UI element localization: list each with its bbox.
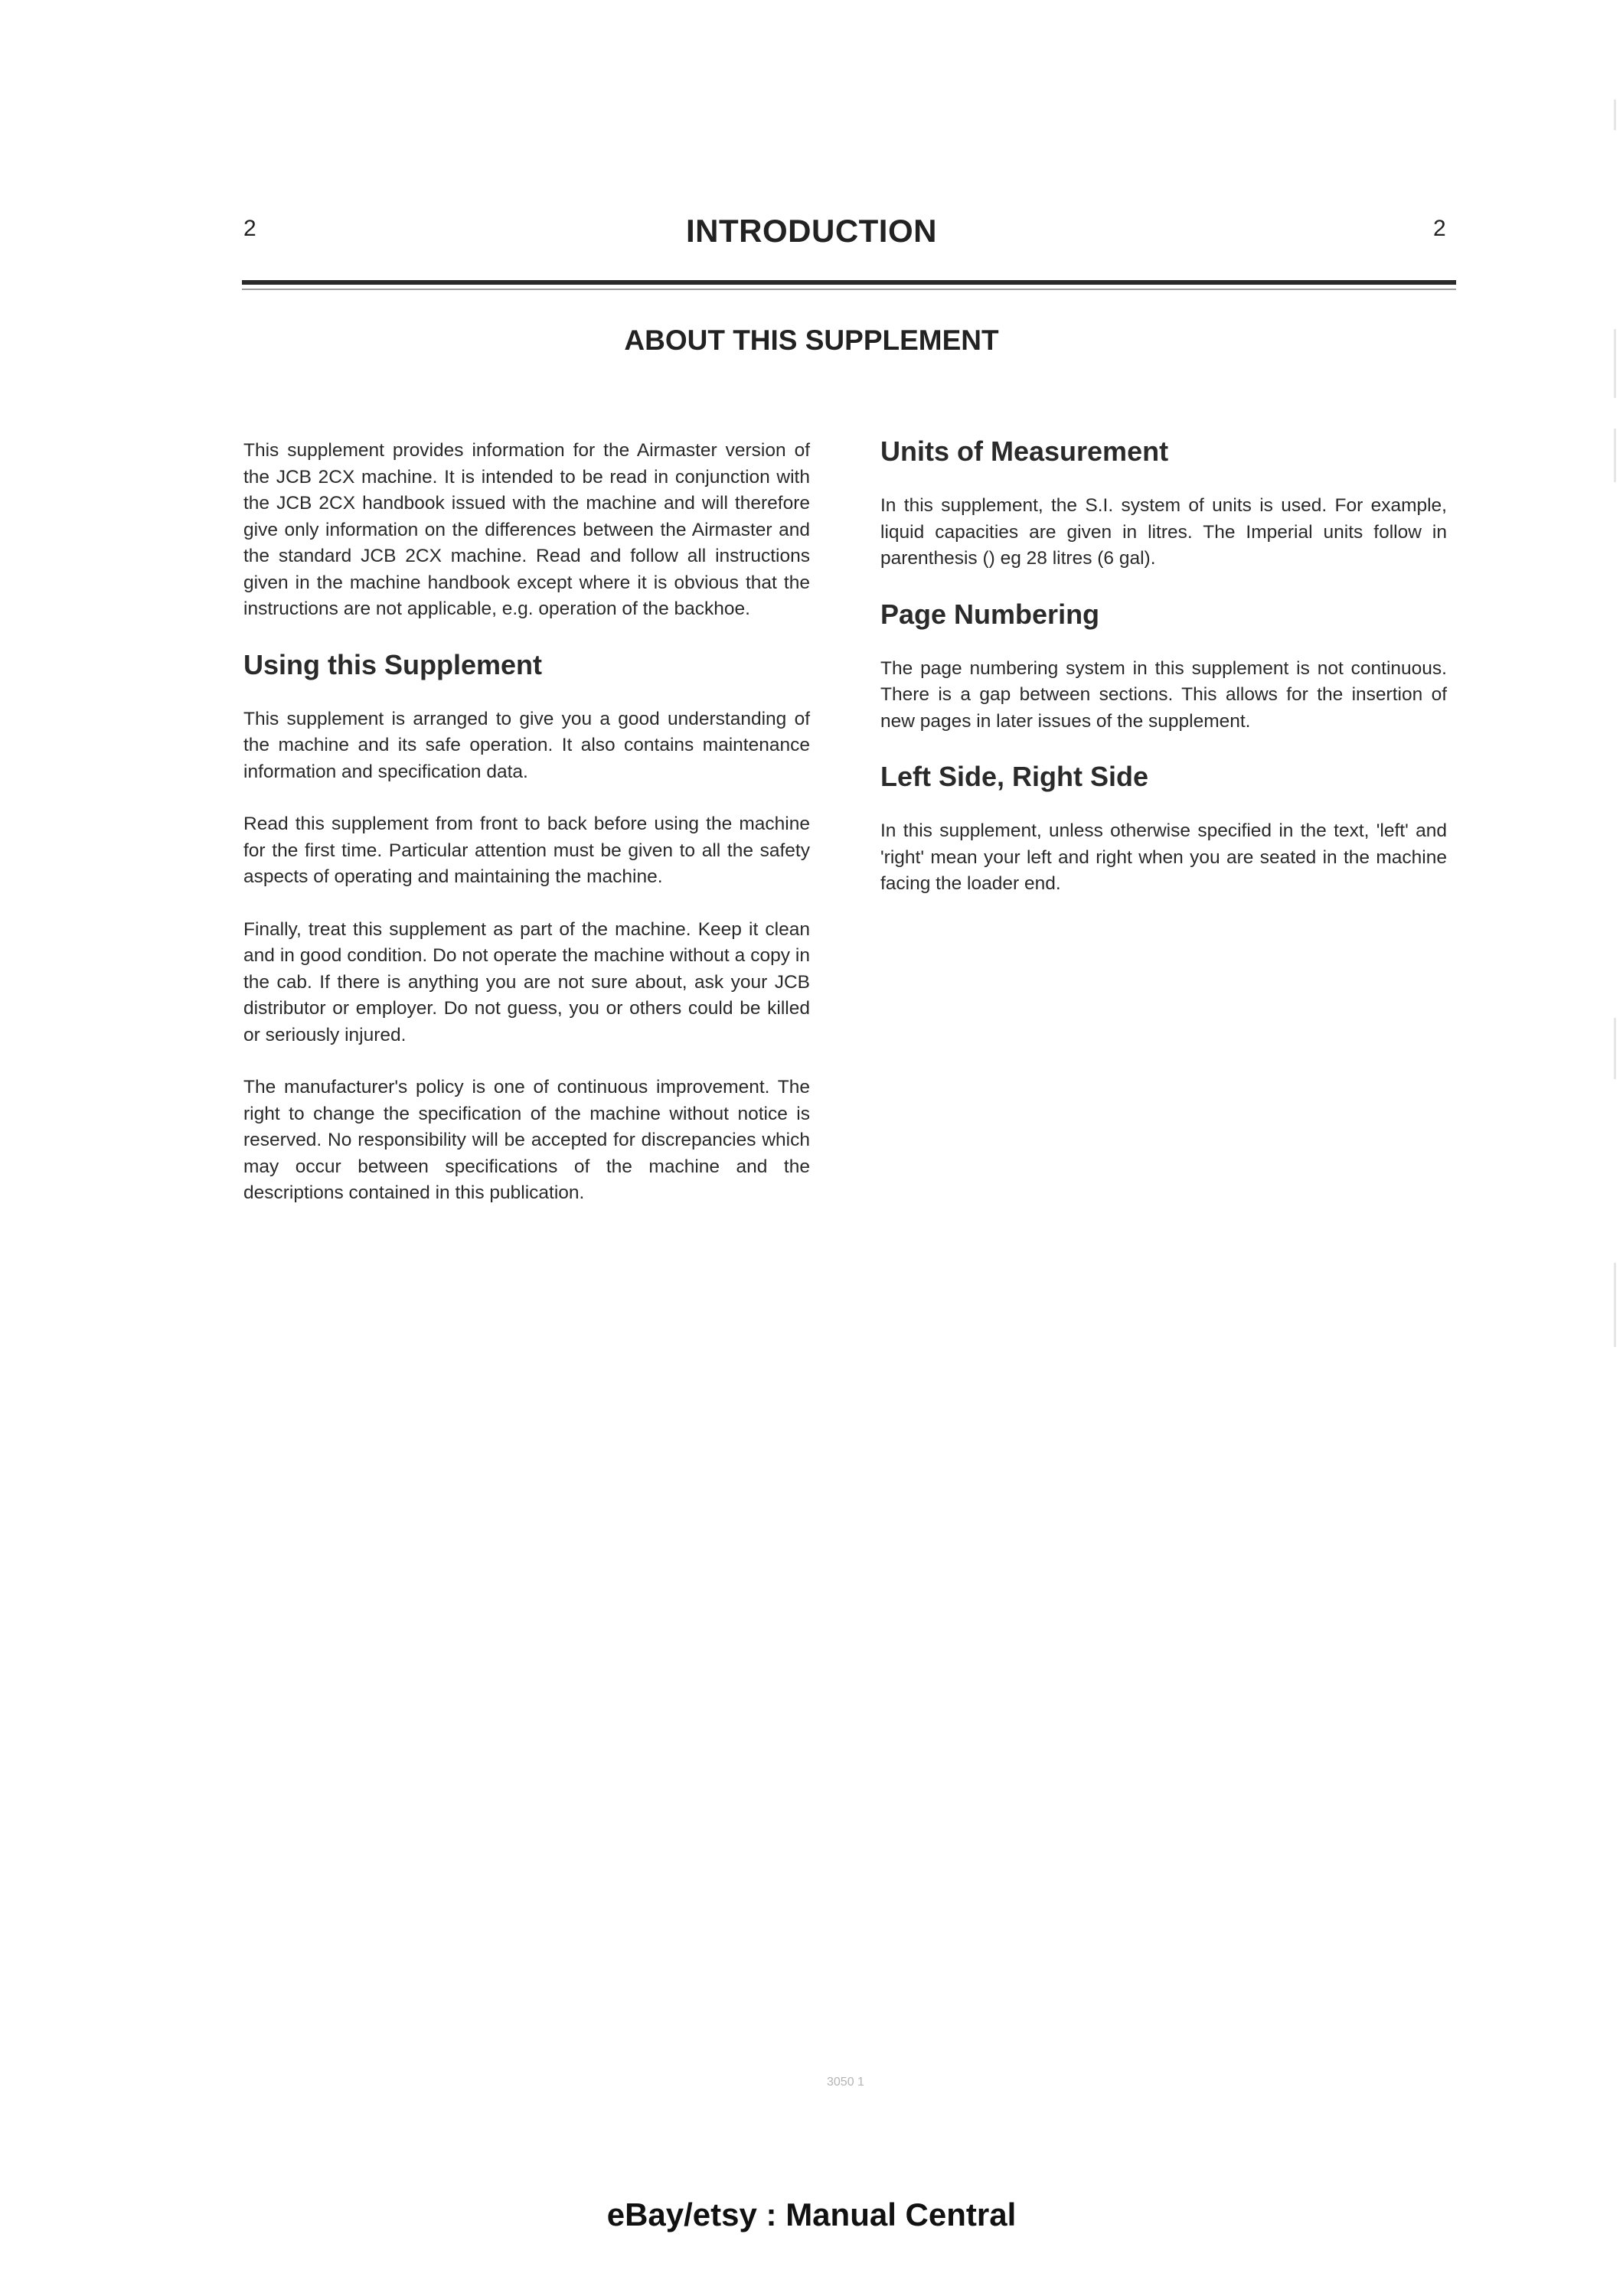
heading-units-of-measurement: Units of Measurement <box>880 435 1169 467</box>
right-column <box>880 435 1447 924</box>
page-number-left: 2 <box>243 216 256 241</box>
scan-edge-mark <box>1614 1263 1616 1347</box>
section-title: ABOUT THIS SUPPLEMENT <box>624 325 999 356</box>
using-paragraph-4: The manufacturer's policy is one of continuous improvement. The right to change the specification of the machine without notice is reserved. No responsibility will be accepted for discrepancies which may occur between specifications of the machine and the descriptions contained in this publication. <box>243 1077 810 1203</box>
using-paragraph-1: This supplement is arranged to give you a good understanding of the machine and its safe operation. It also contains maintenance information and specification data. <box>243 708 810 782</box>
footer-watermark: eBay/etsy : Manual Central <box>606 2197 1017 2232</box>
scan-edge-mark <box>1614 429 1616 482</box>
page-numbering-paragraph: The page numbering system in this supplement is not continuous. There is a gap between sections. This allows for the insertion of new pages in later issues of the supplement. <box>880 657 1447 732</box>
intro-paragraph: This supplement provides information for the Airmaster version of the JCB 2CX machine. It is intended to be read in conjunction with the JCB 2CX handbook issued with the machine and will therefore give only information on the differences between the Airmaster and the standard JCB 2CX machine. Read and follow all instructions given in the machine handbook except where it is obvious that the instructions are not applicable, e.g. operation of the backhoe. <box>243 440 810 619</box>
heading-page-numbering: Page Numbering <box>880 598 1100 630</box>
units-paragraph: In this supplement, the S.I. system of units is used. For example, liquid capacities are given in litres. The Imperial units follow in parenthesis () eg 28 litres (6 gal). <box>880 495 1447 569</box>
heading-left-side-right-side: Left Side, Right Side <box>880 761 1149 792</box>
document-code: 3050 1 <box>827 2076 864 2089</box>
sides-paragraph: In this supplement, unless otherwise specified in the text, 'left' and 'right' mean your left and right when you are seated in the machine facing the loader end. <box>880 820 1447 894</box>
using-paragraph-2: Read this supplement from front to back before using the machine for the first time. Particular attention must be given to all the safety aspects of operating and maintaining the machine. <box>243 814 810 887</box>
left-column <box>243 438 810 1233</box>
page-title: INTRODUCTION <box>686 213 937 249</box>
heading-using-this-supplement: Using this Supplement <box>243 648 543 680</box>
header-rule <box>242 280 1456 285</box>
using-paragraph-3: Finally, treat this supplement as part of the machine. Keep it clean and in good condition. Do not operate the machine without a copy in the cab. If there is anything you are not sure about, ask your JCB distributor or employer. Do not guess, you or others could be killed or seriously injured. <box>243 918 810 1045</box>
page-number-right: 2 <box>1433 216 1446 241</box>
header-rule-shadow <box>242 289 1456 290</box>
scan-edge-mark <box>1614 1018 1616 1079</box>
scan-edge-mark <box>1614 329 1616 398</box>
scan-edge-mark <box>1614 99 1616 130</box>
